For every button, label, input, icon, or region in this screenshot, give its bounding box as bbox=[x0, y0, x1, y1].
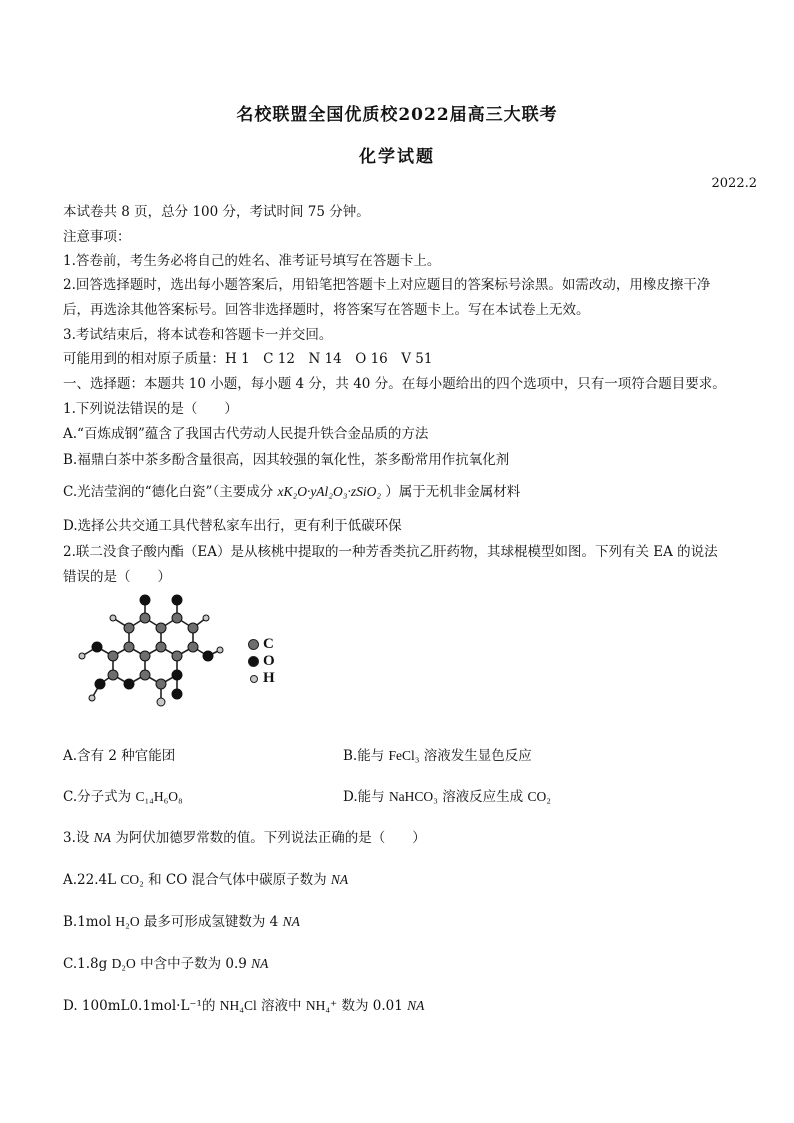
atoms bbox=[79, 595, 223, 706]
q2-option-d-formula2: CO₂ bbox=[527, 789, 551, 804]
q3-option-d-na: NA bbox=[407, 998, 425, 1013]
notice-item-2a: 2.回答选择题时，选出每小题答案后，用铅笔把答题卡上对应题目的答案标号涂黑。如需改动，用橡皮擦干净 bbox=[63, 277, 711, 293]
q3-option-c-formula: D₂O bbox=[111, 956, 136, 971]
q3-option-b-na: NA bbox=[282, 914, 300, 929]
q3-option-c-tail: 中含中子数为 0.9 bbox=[140, 956, 247, 972]
q2-option-c-text: C.分子式为 bbox=[63, 789, 132, 805]
q3-option-a-formula: CO₂ bbox=[120, 872, 144, 887]
q2-option-c bbox=[63, 785, 183, 805]
legend-carbon-label: C bbox=[263, 636, 274, 652]
q3-option-d-text: D. 100mL0.1mol·L⁻¹的 bbox=[63, 998, 216, 1014]
q2-stem-line2: 错误的是（ ） bbox=[63, 569, 171, 585]
legend-hydrogen-label: H bbox=[263, 670, 275, 686]
q3-option-d bbox=[63, 994, 424, 1014]
q3-option-d-tail: 数为 0.01 bbox=[341, 998, 403, 1014]
q3-option-d-formula: NH₄Cl bbox=[219, 998, 257, 1013]
q2-option-b-text: B.能与 bbox=[343, 748, 385, 764]
section-heading: 一、选择题：本题共 10 小题，每小题 4 分，共 40 分。在每小题给出的四个选项中，只有一项符合题目要求。 bbox=[63, 376, 726, 392]
q3-option-c-text: C.1.8g bbox=[63, 956, 108, 972]
q2-option-d-mid: 溶液反应生成 bbox=[442, 789, 524, 805]
q3-option-b-tail: 最多可形成氢键数为 4 bbox=[143, 914, 279, 930]
q3-option-b bbox=[63, 910, 300, 930]
q2-option-b-formula: FeCl₃ bbox=[388, 748, 420, 763]
atomic-masses: 可能用到的相对原子质量：H 1 C 12 N 14 O 16 V 51 bbox=[63, 351, 433, 367]
q2-option-d bbox=[343, 785, 551, 805]
ea-ball-stick-model bbox=[60, 590, 240, 715]
exam-summary: 本试卷共 8 页，总分 100 分，考试时间 75 分钟。 bbox=[63, 204, 370, 220]
exam-subject: 化学试题 bbox=[359, 147, 435, 167]
q3-stem-post: 为阿伏加德罗常数的值。下列说法正确的是（ ） bbox=[115, 830, 426, 846]
legend-oxygen-label: O bbox=[263, 653, 275, 669]
notice-item-2b: 后，再选涂其他答案标号。回答非选择题时，将答案写在答题卡上。写在本试卷上无效。 bbox=[63, 302, 590, 318]
q3-option-a bbox=[63, 868, 348, 888]
q3-option-a-na: NA bbox=[330, 872, 349, 887]
oxygen-atom-icon bbox=[248, 656, 259, 667]
carbon-atom-icon bbox=[248, 639, 259, 650]
q3-option-d-formula2: NH₄⁺ bbox=[305, 998, 338, 1013]
q2-option-d-text: D.能与 bbox=[343, 789, 385, 805]
notice-item-3: 3.考试结束后，将本试卷和答题卡一并交回。 bbox=[63, 327, 333, 343]
q1-option-c-text: C.光洁莹润的“德化白瓷”（主要成分 bbox=[63, 484, 274, 500]
q3-stem-pre: 3.设 bbox=[63, 830, 90, 846]
q3-option-b-formula: H₂O bbox=[115, 914, 140, 929]
exam-date: 2022.2 bbox=[711, 176, 757, 191]
q3-option-a-tail: 和 CO 混合气体中碳原子数为 bbox=[148, 872, 327, 888]
model-legend bbox=[248, 636, 275, 687]
q1-stem: 1.下列说法错误的是（ ） bbox=[63, 401, 238, 417]
notice-title: 注意事项： bbox=[63, 229, 131, 245]
q1-option-b: B.福鼎白茶中茶多酚含量很高，因其较强的氧化性，茶多酚常用作抗氧化剂 bbox=[63, 452, 510, 468]
exam-title: 名校联盟全国优质校2022届高三大联考 bbox=[236, 105, 558, 125]
q3-stem bbox=[63, 826, 426, 846]
q1-option-d: D.选择公共交通工具代替私家车出行，更有利于低碳环保 bbox=[63, 518, 402, 534]
q3-option-b-text: B.1mol bbox=[63, 914, 112, 930]
q3-option-c-na: NA bbox=[251, 956, 269, 971]
q2-option-b-tail: 溶液发生显色反应 bbox=[423, 748, 532, 764]
hydrogen-atom-icon bbox=[250, 675, 258, 683]
q2-stem-line1: 2.联二没食子酸内酯（EA）是从核桃中提取的一种芳香类抗乙肝药物，其球棍模型如图。下列有关 EA 的说法 bbox=[63, 544, 718, 560]
q2-option-d-formula: NaHCO₃ bbox=[388, 789, 438, 804]
q3-option-d-mid: 溶液中 bbox=[261, 998, 302, 1014]
q2-option-c-formula: C₁₄H₆O₈ bbox=[135, 789, 183, 804]
q1-option-c bbox=[63, 480, 520, 500]
legend-carbon bbox=[248, 636, 275, 653]
q1-option-c-tail: ）属于无机非金属材料 bbox=[385, 484, 521, 500]
q1-option-a: A.“百炼成钢”蕴含了我国古代劳动人民提升铁合金品质的方法 bbox=[63, 426, 429, 442]
legend-oxygen bbox=[248, 653, 275, 670]
q2-option-a: A.含有 2 种官能团 bbox=[63, 748, 176, 764]
q3-option-c bbox=[63, 952, 268, 972]
q2-option-b bbox=[343, 744, 532, 764]
q1-option-c-formula: xK₂O·yAl₂O₃·zSiO₂ bbox=[277, 484, 382, 499]
q3-option-a-text: A.22.4L bbox=[63, 872, 117, 888]
legend-hydrogen bbox=[248, 670, 275, 687]
q3-na-symbol: NA bbox=[93, 830, 111, 845]
notice-item-1: 1.答卷前，考生务必将自己的姓名、准考证号填写在答题卡上。 bbox=[63, 253, 441, 269]
